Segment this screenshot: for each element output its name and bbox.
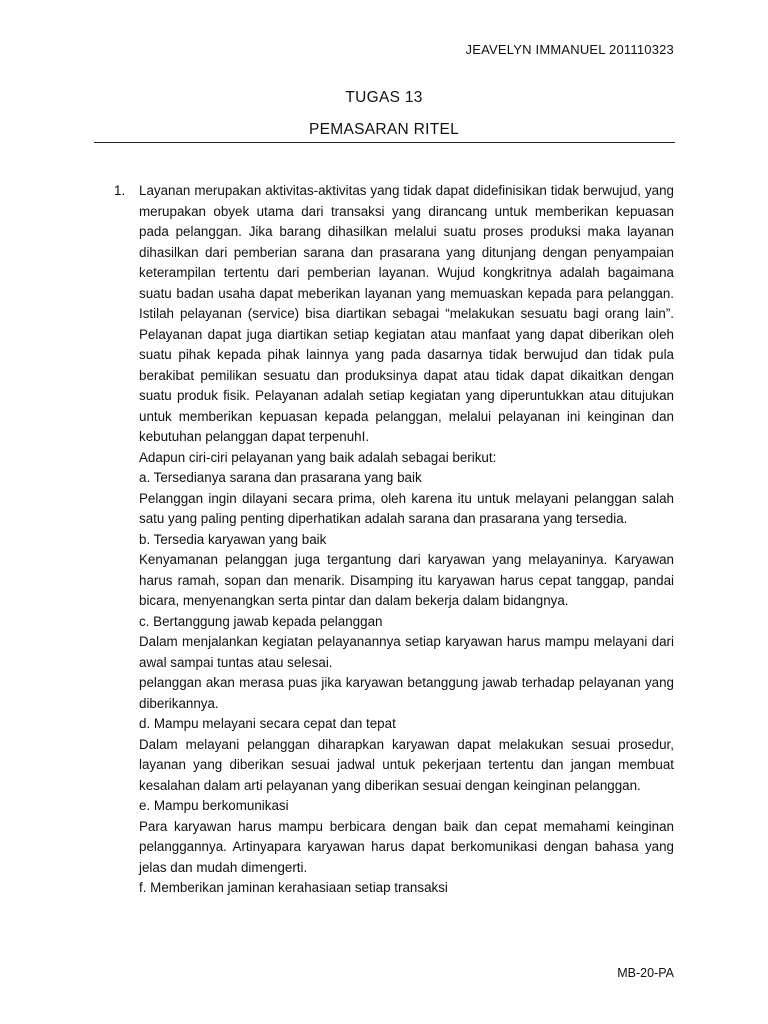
paragraph: Layanan merupakan aktivitas-aktivitas yang tidak dapat didefinisikan tidak berwujud, yang merupakan obyek utama dari transaksi yang dirancang untuk memberikan kepuasan pada pelanggan. Jika barang dihasilkan melalui suatu proses produksi maka layanan dihasilkan dari pemberian sarana dan prasarana yang ditunjang dengan penyampaian keterampilan tertentu dari pemberian layanan. Wujud kongkritnya adalah bagaimana suatu badan usaha dapat meberikan layanan yang memuaskan kepada para pelanggan. Istilah pelayanan (service) bisa diartikan sebagai “melakukan sesuatu bagi orang lain”. Pelayanan dapat juga diartikan setiap kegiatan atau manfaat yang dapat diberikan oleh suatu pihak kepada pihak lainnya yang pada dasarnya tidak berwujud dan tidak pula berakibat pemilikan sesuatu dan produksinya dapat atau tidak dapat dikaitkan dengan suatu produk fisik. Pelayanan adalah setiap kegiatan yang diperuntukkan atau ditujukan untuk memberikan kepuasan kepada pelanggan, melalui pelayanan ini keinginan dan kebutuhan pelanggan dapat terpenuhI.: [139, 183, 674, 444]
paragraph: Para karyawan harus mampu berbicara dengan baik dan cepat memahami keinginan pelanggannya. Artinyapara karyawan harus dapat berkomunikasi dengan bahasa yang jelas dan mudah dimengerti.: [139, 818, 674, 875]
paragraph: pelanggan akan merasa puas jika karyawan betanggung jawab terhadap pelayanan yang diberikannya.: [139, 675, 674, 711]
subheading: c. Bertanggung jawab kepada pelanggan: [139, 613, 383, 629]
paragraph: Adapun ciri-ciri pelayanan yang baik adalah sebagai berikut:: [139, 449, 497, 465]
paragraph: Dalam melayani pelanggan diharapkan karyawan dapat melakukan sesuai prosedur, layanan yang diberikan sesuai jadwal untuk pekerjaan tertentu dan jangan membuat kesalahan dalam arti pelayanan yang diberikan sesuai dengan keinginan pelanggan.: [139, 736, 674, 793]
author-header: JEAVELYN IMMANUEL 201110323: [465, 42, 674, 57]
title-underline: [94, 142, 675, 143]
subheading: f. Memberikan jaminan kerahasiaan setiap transaksi: [139, 880, 448, 895]
paragraph: Dalam menjalankan kegiatan pelayanannya setiap karyawan harus mampu melayani dari awal sampai tuntas atau selesai.: [139, 634, 674, 670]
page-title: TUGAS 13: [345, 89, 423, 106]
page-subtitle: PEMASARAN RITEL: [308, 121, 460, 138]
subheading: a. Tersedianya sarana dan prasarana yang baik: [139, 470, 422, 485]
paragraph: Pelanggan ingin dilayani secara prima, oleh karena itu untuk melayani pelanggan salah satu yang paling penting diperhatikan adalah sarana dan prasarana yang tersedia.: [139, 490, 674, 526]
list-number: 1.: [114, 183, 126, 198]
subheading: b. Tersedia karyawan yang baik: [139, 531, 327, 547]
page-footer-code: MB-20-PA: [617, 966, 674, 980]
document-body: [114, 181, 674, 899]
subheading: e. Mampu berkomunikasi: [139, 798, 289, 813]
list-item: [114, 181, 674, 899]
list-item-body: [139, 181, 674, 899]
paragraph: Kenyamanan pelanggan juga tergantung dari karyawan yang melayaninya. Karyawan harus ramah, sopan dan menarik. Disamping itu karyawan harus cepat tanggap, pandai bicara, menyenangkan serta pintar dan dalam bekerja dalam bidangnya.: [139, 552, 674, 608]
subheading: d. Mampu melayani secara cepat dan tepat: [139, 716, 396, 731]
